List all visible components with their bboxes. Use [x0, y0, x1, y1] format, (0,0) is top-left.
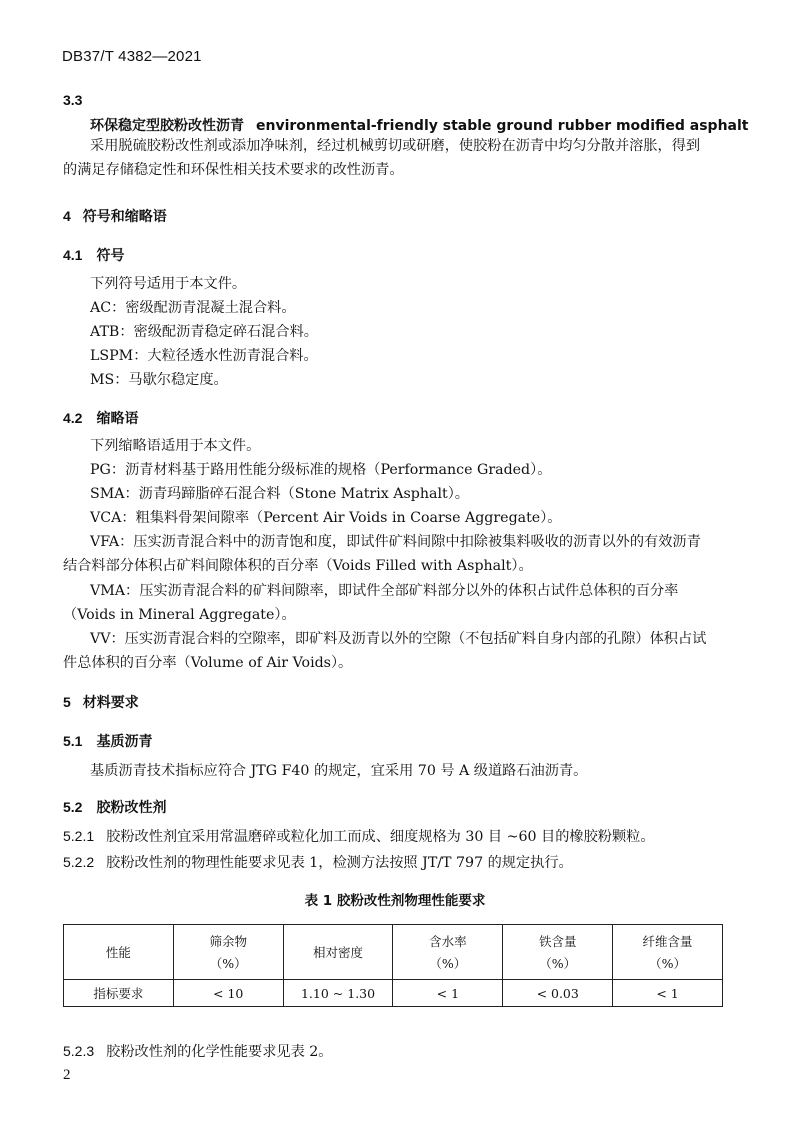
- abbreviation-vv-line2: 件总体积的百分率（Volume of Air Voids）。: [63, 655, 353, 671]
- table-header-row: [64, 925, 723, 980]
- table-cell: 1.10 ~ 1.30: [283, 980, 393, 1007]
- column-unit: （%）: [649, 956, 686, 971]
- column-name: 纤维含量: [642, 934, 693, 949]
- section-5-number: 5: [63, 694, 71, 710]
- symbol-item: LSPM：大粒径透水性沥青混合料。: [90, 348, 318, 364]
- table-1: [63, 924, 723, 1007]
- column-unit: （%）: [539, 956, 577, 971]
- section-5-heading: [63, 692, 139, 712]
- section-5-2-heading: [63, 797, 166, 817]
- table-header-cell: [393, 925, 503, 980]
- term-3-3-definition-line2: 的满足存储稳定性和环保性相关技术要求的改性沥青。: [63, 162, 404, 178]
- abbreviation-vfa-line1: VFA：压实沥青混合料中的沥青饱和度，即试件矿料间隙中扣除被集料吸收的沥青以外的有效沥青: [90, 534, 701, 550]
- clause-5-2-1: [63, 824, 655, 849]
- section-4-2-number: 4.2: [63, 410, 83, 426]
- section-5-1-text: 基质沥青技术指标应符合 JTG F40 的规定，宜采用 70 号 A 级道路石油沥青。: [90, 763, 588, 779]
- clause-3-3-number: 3.3: [63, 92, 83, 108]
- column-name: 含水率: [429, 934, 467, 949]
- term-3-3-heading: [90, 115, 748, 135]
- abbreviation-vca: VCA：粗集料骨架间隙率（Percent Air Voids in Coarse Aggregate）。: [90, 510, 562, 526]
- clause-5-2-2-number: 5.2.2: [63, 854, 95, 870]
- abbreviation-sma: SMA：沥青玛蹄脂碎石混合料（Stone Matrix Asphalt）。: [90, 486, 469, 502]
- table-row-label: 指标要求: [64, 980, 174, 1007]
- clause-5-2-3: [63, 1039, 333, 1064]
- table-header-cell: [283, 925, 393, 980]
- term-3-3-english: environmental-friendly stable ground rubber modified asphalt: [256, 118, 749, 134]
- clause-5-2-2: [63, 850, 573, 875]
- section-4-number: 4: [63, 208, 71, 224]
- table-header-property: 性能: [64, 925, 174, 980]
- section-4-1-title: 符号: [96, 248, 125, 264]
- section-4-2-title: 缩略语: [96, 411, 139, 427]
- clause-5-2-3-number: 5.2.3: [63, 1043, 95, 1059]
- table-header-cell: [503, 925, 613, 980]
- column-name: 相对密度: [313, 945, 364, 960]
- table-cell: < 0.03: [503, 980, 613, 1007]
- column-name: 筛余物: [209, 934, 247, 949]
- section-4-heading: [63, 206, 167, 226]
- table-header-cell: [613, 925, 723, 980]
- clause-5-2-1-number: 5.2.1: [63, 828, 95, 844]
- table-1-caption: 表 1 胶粉改性剂物理性能要求: [304, 893, 486, 909]
- abbreviation-pg: PG：沥青材料基于路用性能分级标准的规格（Performance Graded）。: [90, 462, 552, 478]
- section-5-1-number: 5.1: [63, 733, 83, 749]
- abbreviation-vv-line1: VV：压实沥青混合料的空隙率，即矿料及沥青以外的空隙（不包括矿料自身内部的孔隙）体积占试: [90, 631, 707, 647]
- section-4-title: 符号和缩略语: [82, 209, 167, 225]
- column-unit: （%）: [209, 956, 247, 971]
- document-code: DB37/T 4382—2021: [62, 48, 202, 65]
- page-number: 2: [63, 1067, 71, 1083]
- symbol-item: AC：密级配沥青混凝土混合料。: [90, 300, 296, 316]
- column-name: 铁含量: [538, 934, 577, 949]
- term-3-3-definition-line1: 采用脱硫胶粉改性剂或添加净味剂，经过机械剪切或研磨，使胶粉在沥青中均匀分散并溶胀，得到: [90, 138, 701, 154]
- table-cell: < 1: [613, 980, 723, 1007]
- symbol-item: ATB：密级配沥青稳定碎石混合料。: [90, 324, 318, 340]
- abbreviation-vma-line1: VMA：压实沥青混合料的矿料间隙率，即试件全部矿料部分以外的体积占试件总体积的百分率: [90, 583, 679, 599]
- abbreviations-intro: 下列缩略语适用于本文件。: [90, 438, 261, 454]
- table-cell: < 10: [173, 980, 283, 1007]
- section-5-1-heading: [63, 731, 152, 751]
- table-row: [64, 980, 723, 1007]
- section-4-2-heading: [63, 408, 138, 428]
- section-5-title: 材料要求: [82, 695, 139, 711]
- clause-5-2-2-text: 胶粉改性剂的物理性能要求见表 1，检测方法按照 JT/T 797 的规定执行。: [106, 855, 573, 871]
- symbols-intro: 下列符号适用于本文件。: [90, 276, 247, 292]
- abbreviation-vma-line2: （Voids in Mineral Aggregate）。: [63, 607, 296, 623]
- section-5-2-number: 5.2: [63, 799, 83, 815]
- section-5-1-title: 基质沥青: [96, 734, 153, 750]
- section-4-1-heading: [63, 245, 124, 265]
- column-unit: （%）: [429, 956, 467, 971]
- section-4-1-number: 4.1: [63, 247, 83, 263]
- clause-5-2-3-text: 胶粉改性剂的化学性能要求见表 2。: [106, 1044, 333, 1060]
- clause-5-2-1-text: 胶粉改性剂宜采用常温磨碎或粒化加工而成、细度规格为 30 目 ~60 目的橡胶粉颗粒。: [106, 829, 655, 845]
- section-5-2-title: 胶粉改性剂: [96, 800, 167, 816]
- symbol-item: MS：马歇尔稳定度。: [90, 372, 228, 388]
- table-header-cell: [173, 925, 283, 980]
- term-3-3-chinese: 环保稳定型胶粉改性沥青: [90, 118, 244, 134]
- abbreviation-vfa-line2: 结合料部分体积占矿料间隙体积的百分率（Voids Filled with Asphalt）。: [63, 558, 533, 574]
- table-cell: < 1: [393, 980, 503, 1007]
